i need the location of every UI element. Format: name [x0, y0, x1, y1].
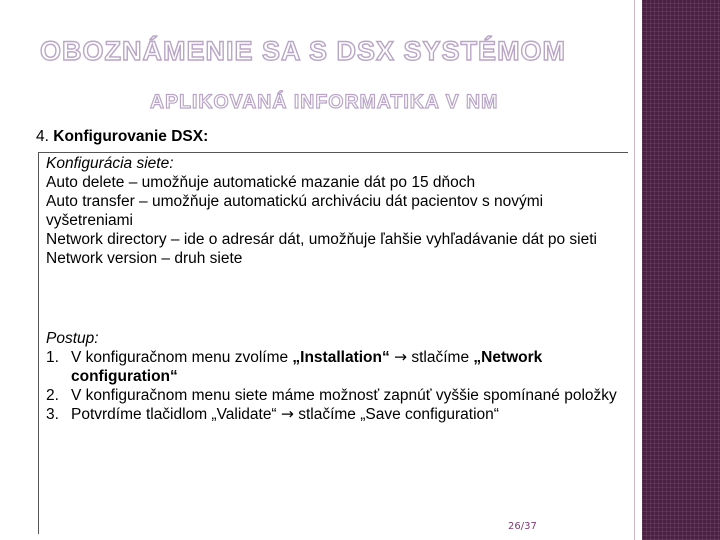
procedure-step-2	[46, 386, 630, 405]
config-line-network-version: Network version – druh siete	[46, 250, 243, 267]
step-1-mid: stlačíme	[407, 349, 474, 366]
procedure-heading: Postup:	[46, 330, 99, 347]
procedure-section	[46, 329, 630, 424]
step-number: 2.	[46, 387, 59, 404]
arrow-right-icon: →	[394, 348, 408, 366]
step-1-pre: V konfiguračnom menu zvolíme	[71, 349, 293, 366]
arrow-right-icon: →	[280, 405, 294, 423]
step-number: 1.	[46, 349, 59, 366]
config-heading: Konfigurácia siete:	[46, 155, 174, 172]
page-number: 26/37	[508, 521, 537, 532]
step-1-installation: „Installation“	[292, 349, 390, 366]
decorative-sidebar	[642, 0, 720, 540]
procedure-steps	[46, 348, 630, 424]
config-line-auto-delete: Auto delete – umožňuje automatické mazanie dát po 15 dňoch	[46, 174, 476, 191]
procedure-step-1	[46, 348, 630, 386]
section-title: Konfigurovanie DSX:	[53, 128, 209, 145]
config-section	[46, 154, 630, 268]
procedure-step-3	[46, 405, 630, 424]
sidebar-divider	[634, 0, 635, 540]
section-heading	[36, 128, 208, 146]
step-3-post: stlačíme „Save configuration“	[293, 406, 499, 423]
config-line-auto-transfer: Auto transfer – umožňuje automatickú archiváciu dát pacientov s novými vyšetreniami	[46, 193, 544, 229]
section-number: 4.	[36, 128, 49, 145]
step-2-text: V konfiguračnom menu siete máme možnosť zapnúť vyššie spomínané položky	[71, 387, 617, 404]
slide-subtitle: APLIKOVANÁ INFORMATIKA V NM	[150, 91, 499, 113]
step-3-pre: Potvrdíme tlačidlom „Validate“	[71, 406, 281, 423]
slide-title: OBOZNÁMENIE SA S DSX SYSTÉMOM	[40, 36, 567, 66]
step-number: 3.	[46, 406, 59, 423]
config-line-network-directory: Network directory – ide o adresár dát, umožňuje ľahšie vyhľadávanie dát po sieti	[46, 231, 597, 248]
step-1-network-configuration: „Network configuration“	[71, 349, 543, 385]
